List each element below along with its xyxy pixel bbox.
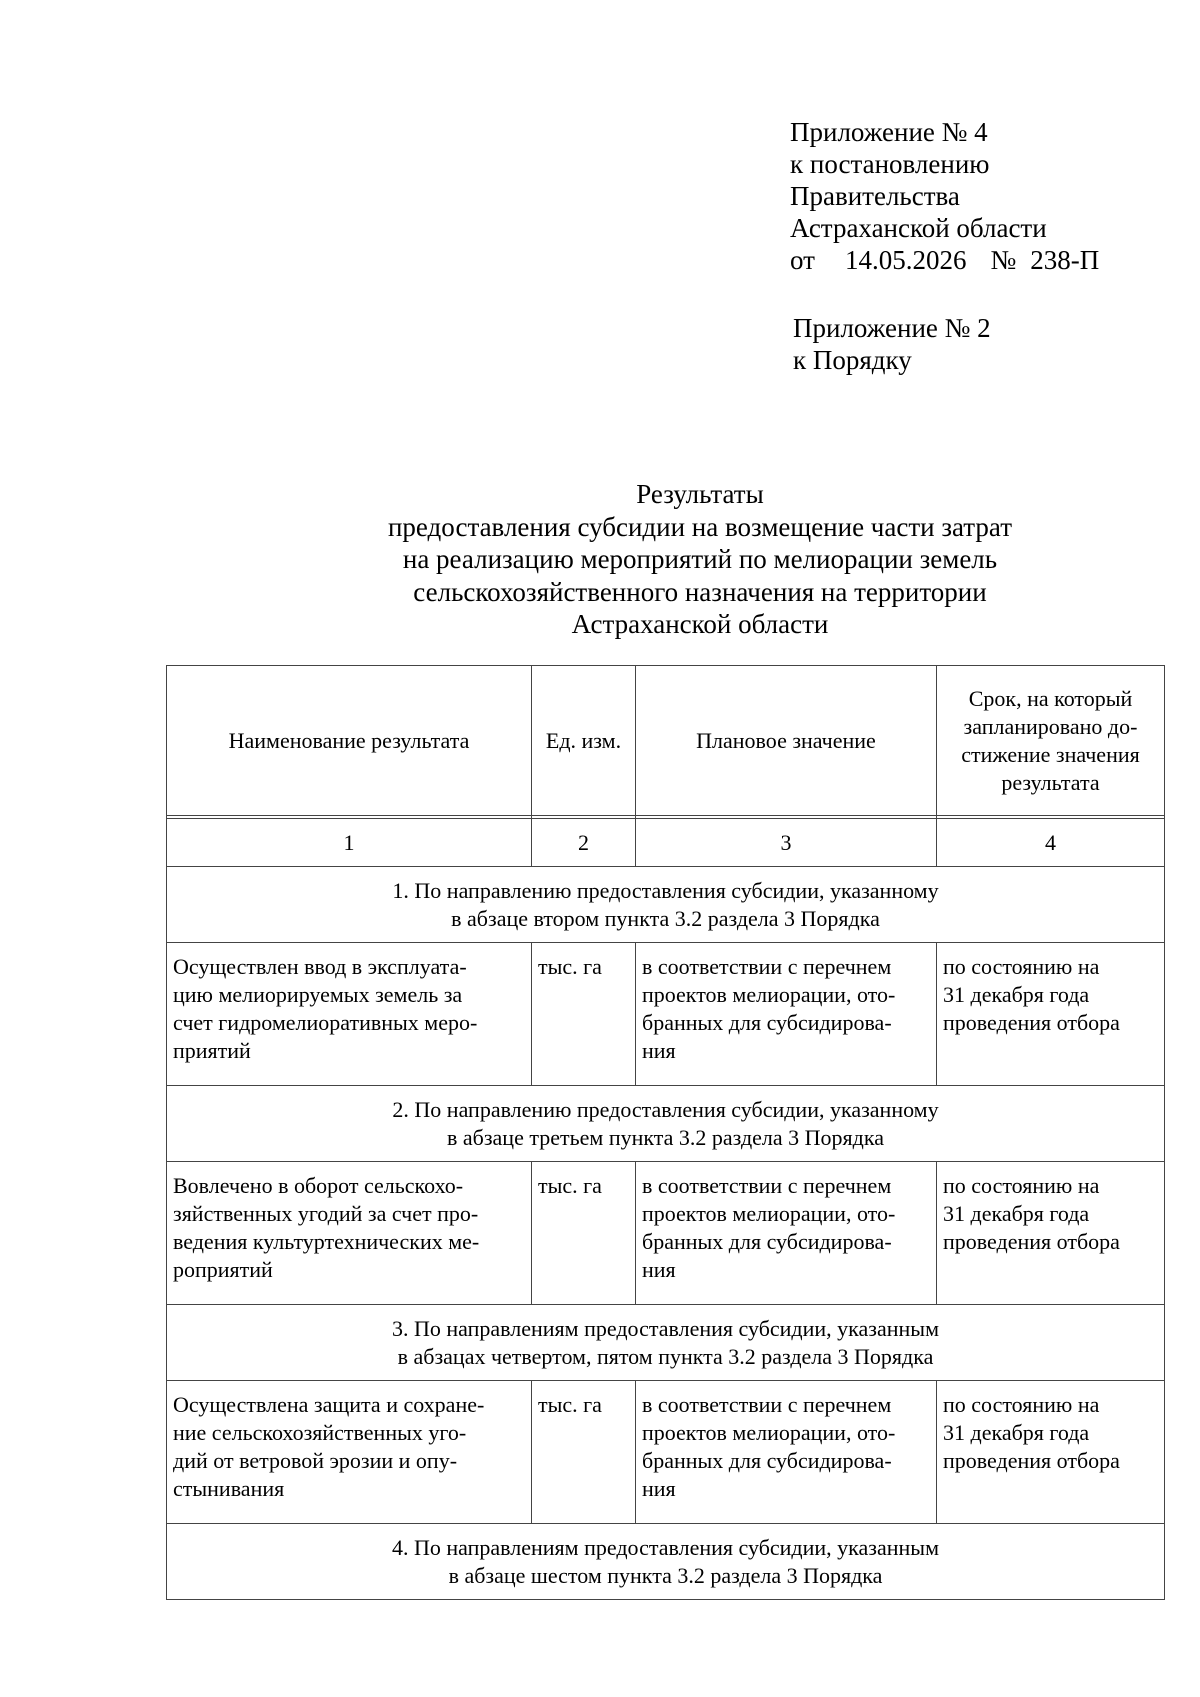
column-number: 4 [937,819,1165,867]
section-title: 1. По направлению предоставления субсидии, указанному в абзаце втором пункта 3.2 раздела 3 Порядка [166,867,1165,943]
section-row [166,1086,1165,1162]
result-deadline: по состоянию на 31 декабря года проведения отбора [937,1162,1165,1305]
column-number-row [166,819,1165,867]
section-title: 3. По направлениям предоставления субсидии, указанным в абзацах четвертом, пятом пункта 3.2 раздела 3 Порядка [166,1305,1165,1381]
appendix-line: к постановлению [790,149,990,179]
title-line: Астраханской области [571,609,829,639]
section-row [166,1524,1165,1600]
result-unit: тыс. га [532,943,636,1086]
appendix-date-line [790,244,1099,276]
title-line: на реализацию мероприятий по мелиорации земель [402,544,998,574]
result-unit: тыс. га [532,1162,636,1305]
result-plan: в соответствии с перечнем проектов мелиорации, ото- бранных для субсидирова- ния [636,1381,937,1524]
section-title: 2. По направлению предоставления субсидии, указанному в абзаце третьем пункта 3.2 раздела 3 Порядка [166,1086,1165,1162]
date-prefix: от [790,245,815,275]
section-title: 4. По направлениям предоставления субсидии, указанным в абзаце шестом пункта 3.2 раздела 3 Порядка [166,1524,1165,1600]
result-deadline: по состоянию на 31 декабря года проведения отбора [937,943,1165,1086]
section-row [166,1305,1165,1381]
appendix-line: Астраханской области [790,213,1047,243]
result-unit: тыс. га [532,1381,636,1524]
header-name: Наименование результата [166,665,532,816]
decree-date: 14.05.2026 [844,245,967,275]
result-name: Вовлечено в оборот сельскохо- зяйственных угодий за счет про- ведения культуртехнических ме- роприятий [166,1162,532,1305]
document-title [300,478,1100,641]
appendix-line: Правительства [790,181,960,211]
section-row [166,867,1165,943]
result-name: Осуществлен ввод в эксплуата- цию мелиорируемых земель за счет гидромелиоративных меро- приятий [166,943,532,1086]
title-line: сельскохозяйственного назначения на территории [413,576,987,607]
result-plan: в соответствии с перечнем проектов мелиорации, ото- бранных для субсидирова- ния [636,943,937,1086]
result-plan: в соответствии с перечнем проектов мелиорации, ото- бранных для субсидирова- ния [636,1162,937,1305]
table-row [166,1381,1165,1524]
table-row [166,1162,1165,1305]
appendix-line: к Порядку [793,345,912,375]
number-sign: № [990,245,1017,275]
appendix-line: Приложение № 2 [793,313,991,343]
appendix-header-main [790,116,1099,276]
appendix-header-sub [793,312,991,376]
result-name: Осуществлена защита и сохране- ние сельскохозяйственных уго- дий от ветровой эрозии и опу- стынивания [166,1381,532,1524]
header-unit: Ед. изм. [532,665,636,816]
header-deadline: Срок, на который запланировано до- стижение значения результата [937,665,1165,816]
title-line: предоставления субсидии на возмещение части затрат [387,511,1013,542]
appendix-line: Приложение № 4 [790,117,988,147]
table-header-row [166,665,1165,816]
column-number: 3 [636,819,937,867]
title-line: Результаты [636,479,764,509]
decree-number: 238-П [1030,245,1100,275]
column-number: 1 [166,819,532,867]
result-deadline: по состоянию на 31 декабря года проведения отбора [937,1381,1165,1524]
table-row [166,943,1165,1086]
header-plan: Плановое значение [636,665,937,816]
column-number: 2 [532,819,636,867]
results-table [166,665,1165,1600]
